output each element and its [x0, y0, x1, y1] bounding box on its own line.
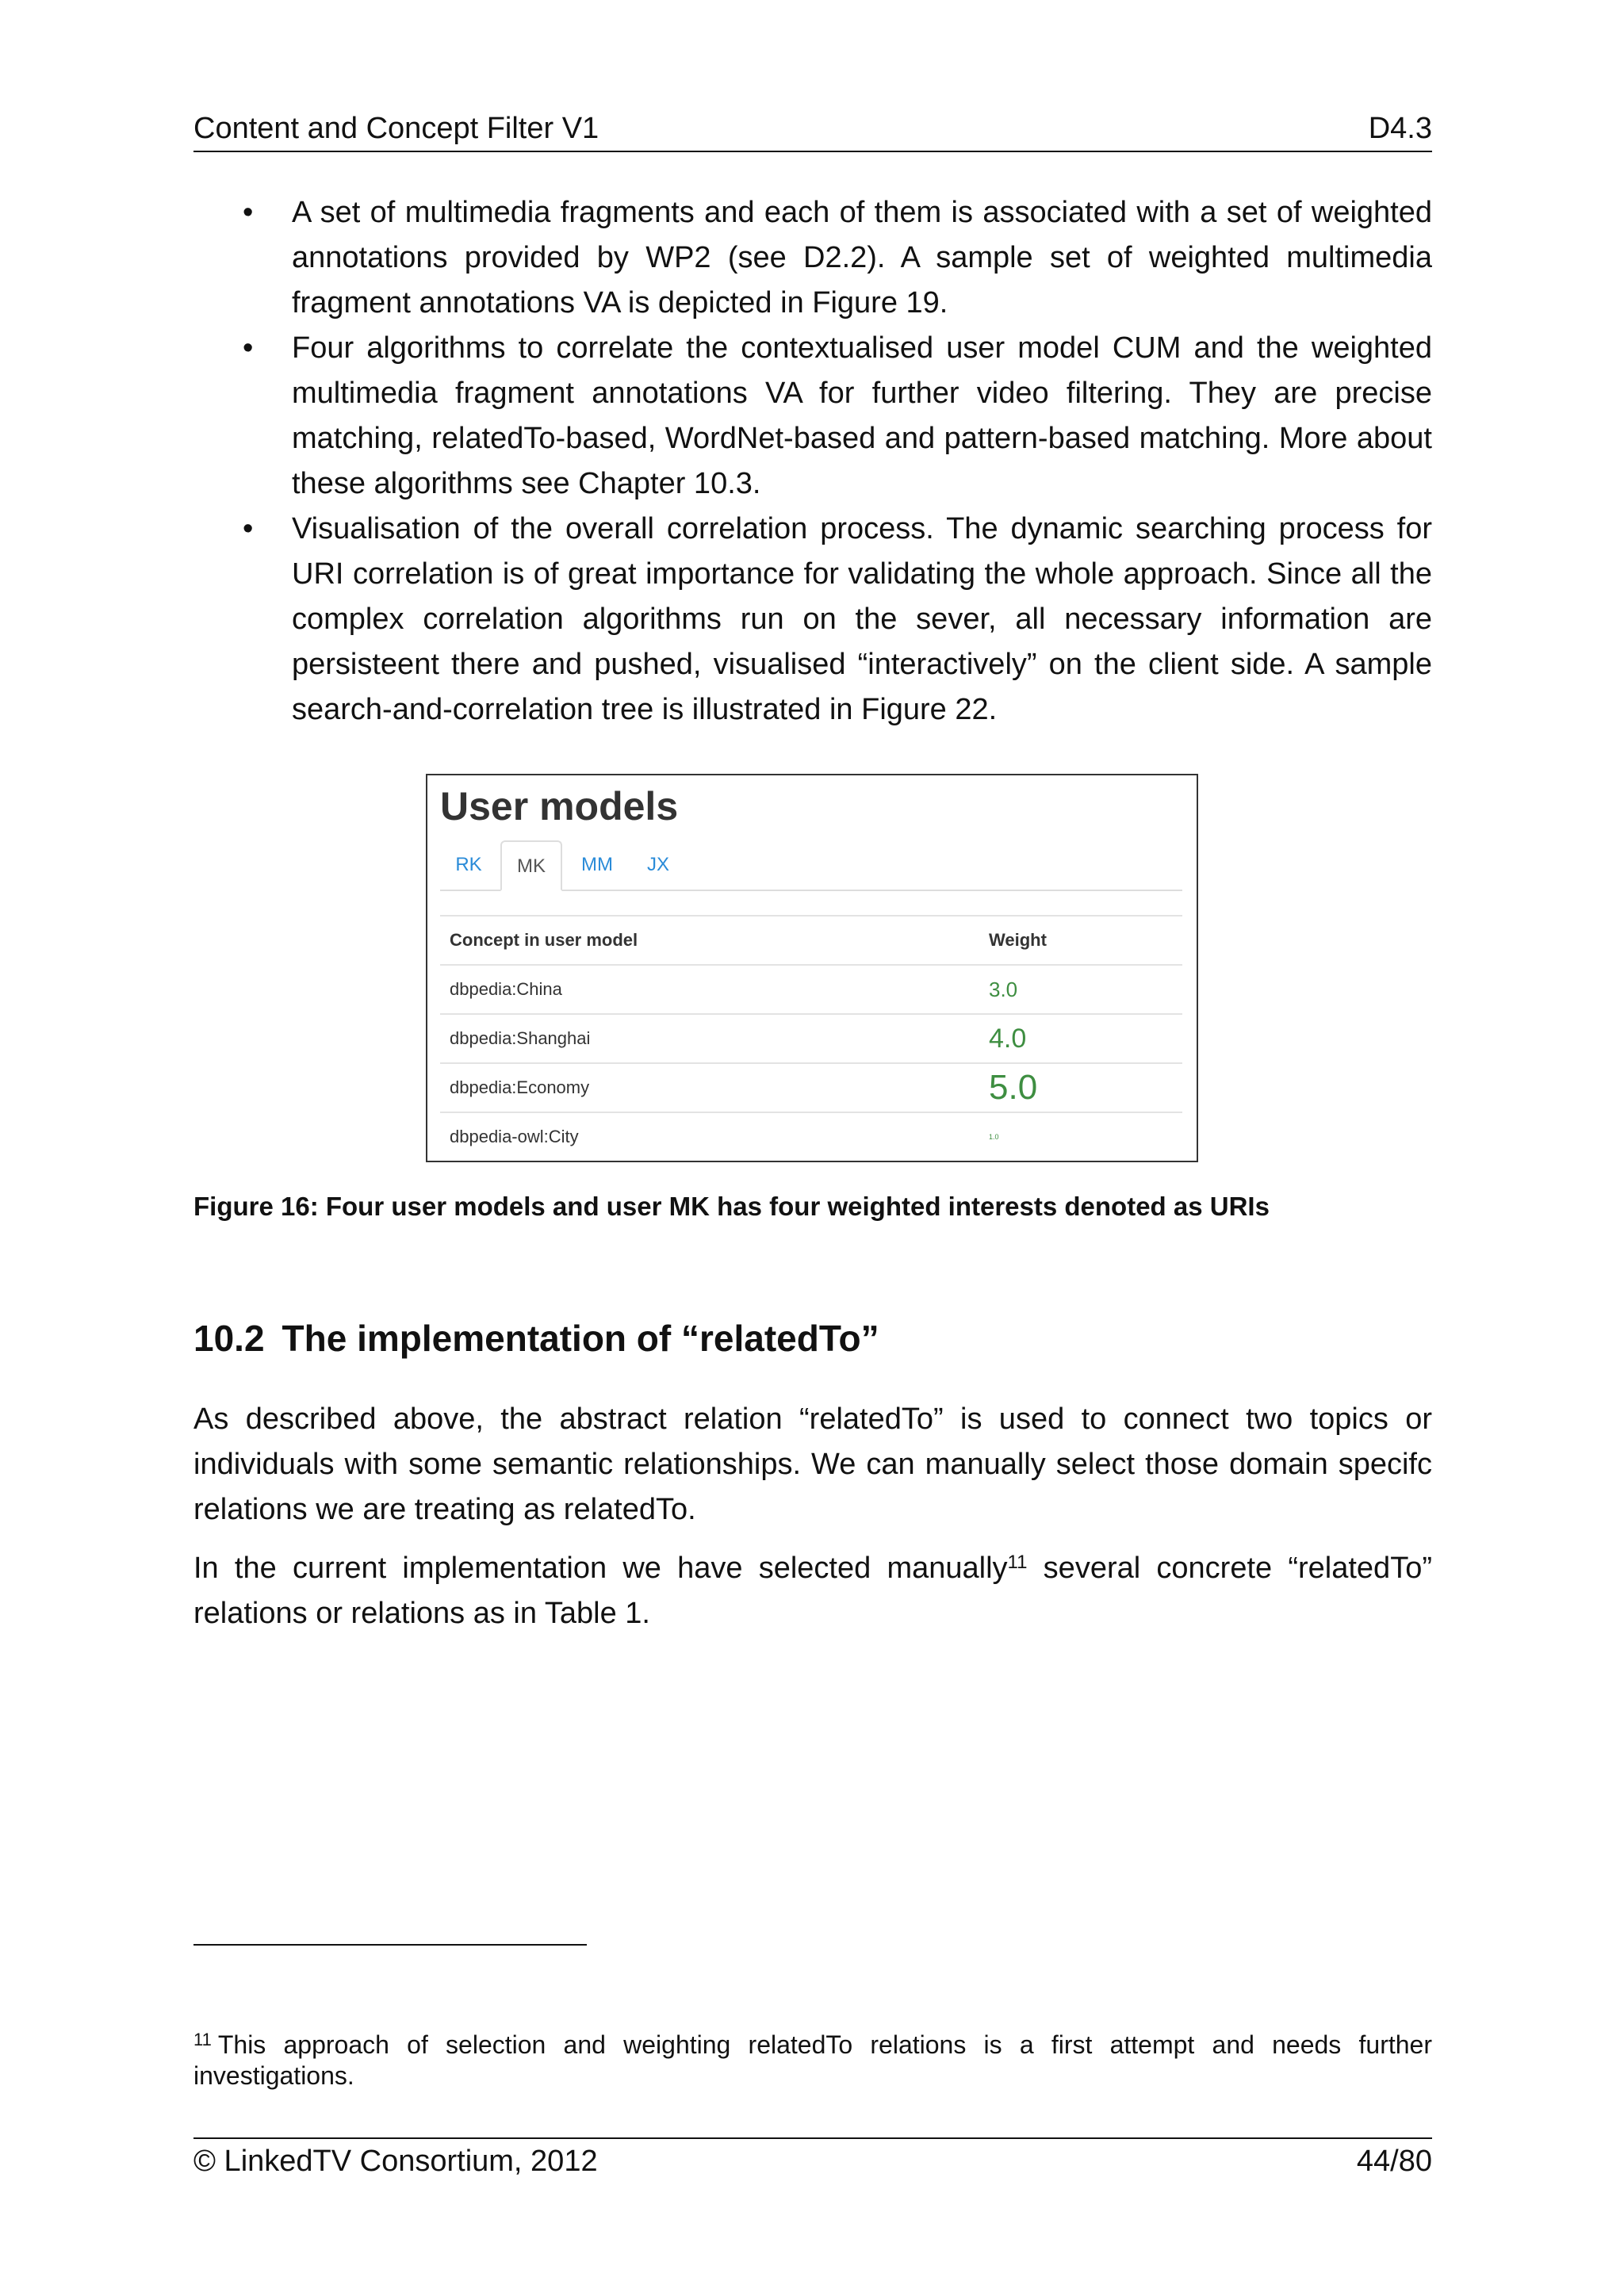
concept-cell: dbpedia:Shanghai — [450, 1028, 591, 1048]
bullet-item — [193, 190, 1432, 326]
table-header-row — [440, 915, 1182, 964]
weight-cell: 1.0 — [989, 1133, 999, 1141]
page-footer — [193, 2137, 1432, 2180]
weight-cell: 4.0 — [989, 1024, 1027, 1054]
bullet-item — [193, 507, 1432, 733]
tab-mm[interactable]: MM — [581, 854, 613, 875]
tab-jx[interactable]: JX — [646, 854, 669, 875]
section-heading — [193, 1314, 879, 1362]
concept-cell: dbpedia:Economy — [450, 1077, 590, 1097]
concept-cell: dbpedia:China — [450, 979, 562, 999]
footer-copyright: © LinkedTV Consortium, 2012 — [193, 2145, 598, 2178]
concept-cell: dbpedia-owl:City — [450, 1127, 579, 1146]
bullet-symbol: • — [243, 331, 254, 365]
page-number: 44/80 — [1356, 2145, 1432, 2178]
bullet-symbol: • — [243, 512, 254, 545]
table-row — [440, 1112, 1182, 1161]
section-number: 10.2 — [193, 1318, 265, 1359]
footnote-mark: 11 — [193, 2030, 212, 2049]
header-doc-id: D4.3 — [1368, 112, 1432, 145]
paragraph — [193, 1546, 1432, 1636]
table-row — [440, 1013, 1182, 1062]
table-row — [440, 1062, 1182, 1112]
user-models-figure — [426, 774, 1198, 1162]
bullet-symbol: • — [243, 196, 254, 229]
bullet-list — [193, 190, 1432, 733]
user-model-table — [440, 915, 1182, 1161]
bullet-item — [193, 326, 1432, 507]
column-header-weight: Weight — [989, 930, 1047, 950]
section-title: The implementation of “relatedTo” — [282, 1318, 879, 1359]
figure-caption: Figure 16: Four user models and user MK has four weighted interests denoted as URIs — [193, 1192, 1270, 1221]
bullet-text: Four algorithms to correlate the contextualised user model CUM and the weighted multimedia fragment annotations VA for further video filtering. They are precise matching, relatedTo-based, WordNet-based and pattern-based matching. More about these algorithms see Chapter 10.3. — [292, 331, 1432, 500]
header-title: Content and Concept Filter V1 — [193, 112, 599, 145]
weight-cell: 3.0 — [989, 978, 1018, 1001]
tab-mk[interactable]: MK — [500, 840, 562, 891]
figure-title: User models — [440, 784, 679, 828]
tab-rk[interactable]: RK — [455, 854, 482, 875]
paragraph-text: several concrete “relatedTo” relations or relations as in Table 1. — [193, 1552, 1432, 1630]
table-row — [440, 964, 1182, 1013]
footnote — [193, 2030, 1432, 2091]
footnote-reference[interactable]: 11 — [1007, 1552, 1028, 1573]
user-tabs — [440, 840, 1182, 891]
paragraph-text: In the current implementation we have selected manually — [193, 1552, 1008, 1585]
page-header — [193, 111, 1432, 152]
footnote-separator — [193, 1944, 587, 1946]
bullet-text: Visualisation of the overall correlation process. The dynamic searching process for URI correlation is of great importance for validating the whole approach. Since all the complex correlation algorithms run on the sever, all necessary information are persisteent there and pushed, visualised “interactively” on the client side. A sample search-and-correlation tree is illustrated in Figure 22. — [292, 512, 1432, 726]
footnote-text: This approach of selection and weighting relatedTo relations is a first attempt and needs further investigations. — [193, 2030, 1432, 2090]
bullet-text: A set of multimedia fragments and each of them is associated with a set of weighted annotations provided by WP2 (see D2.2). A sample set of weighted multimedia fragment annotations VA is depicted in Figure 19. — [292, 196, 1432, 320]
weight-cell: 5.0 — [989, 1068, 1038, 1107]
paragraph: As described above, the abstract relation “relatedTo” is used to connect two topics or individuals with some semantic relationships. We can manually select those domain specifc relations we are treating as relatedTo. — [193, 1402, 1432, 1526]
column-header-concept: Concept in user model — [450, 930, 638, 950]
